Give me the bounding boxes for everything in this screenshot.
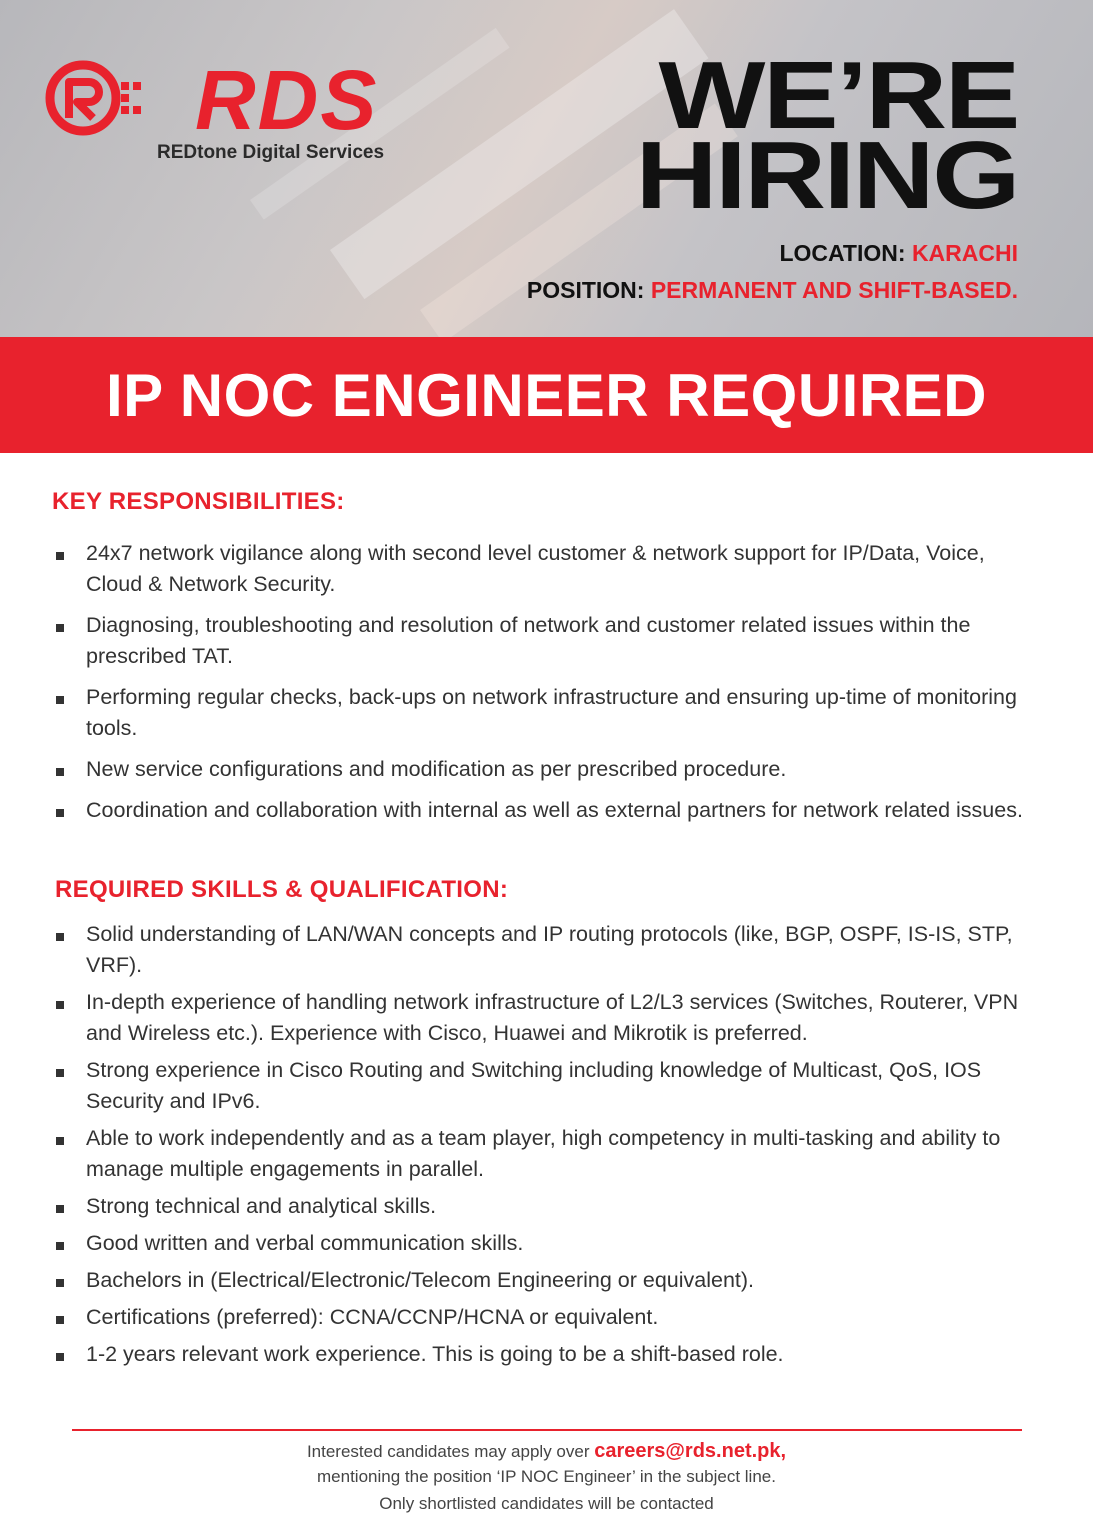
skills-list bbox=[52, 919, 1042, 1370]
position-line bbox=[527, 277, 1018, 304]
list-item: Strong technical and analytical skills. bbox=[52, 1191, 1042, 1222]
bullet-icon bbox=[56, 1353, 64, 1361]
job-title: IP NOC ENGINEER REQUIRED bbox=[105, 362, 988, 429]
brand-name: RDS bbox=[195, 53, 379, 147]
bullet-icon bbox=[56, 1242, 64, 1250]
bullet-icon bbox=[56, 624, 64, 632]
position-value: PERMANENT AND SHIFT-BASED. bbox=[650, 277, 1018, 303]
list-item: Able to work independently and as a team player, high competency in multi-tasking and ability to manage multiple engagements in parallel. bbox=[52, 1123, 1042, 1185]
bullet-icon bbox=[56, 1001, 64, 1009]
list-item: Coordination and collaboration with internal as well as external partners for network related issues. bbox=[52, 795, 1042, 826]
footer-line-3: Only shortlisted candidates will be contacted bbox=[379, 1494, 714, 1513]
list-item: New service configurations and modification as per prescribed procedure. bbox=[52, 754, 1042, 785]
bullet-icon bbox=[56, 552, 64, 560]
brand-tagline: REDtone Digital Services bbox=[157, 142, 385, 163]
bullet-icon bbox=[56, 768, 64, 776]
bullet-icon bbox=[56, 1316, 64, 1324]
hiring-headline bbox=[635, 42, 1018, 229]
rds-r-mark-icon bbox=[45, 60, 155, 140]
job-title-banner bbox=[0, 337, 1093, 453]
list-item: Strong experience in Cisco Routing and Switching including knowledge of Multicast, QoS, IOS Security and IPv6. bbox=[52, 1055, 1042, 1117]
bullet-icon bbox=[56, 1279, 64, 1287]
list-item: 24x7 network vigilance along with second level customer & network support for IP/Data, Voice, Cloud & Network Security. bbox=[52, 538, 1042, 600]
list-item: In-depth experience of handling network infrastructure of L2/L3 services (Switches, Routerer, VPN and Wireless etc.). Experience with Cisco, Huawei and Mikrotik is preferred. bbox=[52, 987, 1042, 1049]
location-value: KARACHI bbox=[911, 240, 1018, 266]
list-item: Solid understanding of LAN/WAN concepts and IP routing protocols (like, BGP, OSPF, IS-IS, STP, VRF). bbox=[52, 919, 1042, 981]
bullet-icon bbox=[56, 1069, 64, 1077]
responsibilities-list bbox=[52, 538, 1042, 826]
location-line bbox=[779, 240, 1018, 267]
bullet-icon bbox=[56, 1137, 64, 1145]
header bbox=[0, 0, 1093, 337]
list-item: Performing regular checks, back-ups on network infrastructure and ensuring up-time of monitoring tools. bbox=[52, 682, 1042, 744]
footer-line-2: mentioning the position ‘IP NOC Engineer’ in the subject line. bbox=[317, 1467, 776, 1486]
list-item: Good written and verbal communication skills. bbox=[52, 1228, 1042, 1259]
list-item: 1-2 years relevant work experience. This is going to be a shift-based role. bbox=[52, 1339, 1042, 1370]
bullet-icon bbox=[56, 933, 64, 941]
skills-heading: REQUIRED SKILLS & QUALIFICATION: bbox=[55, 876, 509, 903]
list-item: Bachelors in (Electrical/Electronic/Telecom Engineering or equivalent). bbox=[52, 1265, 1042, 1296]
position-label: POSITION: bbox=[526, 277, 645, 303]
headline-line-2: HIRING bbox=[635, 122, 1018, 229]
list-item: Diagnosing, troubleshooting and resolution of network and customer related issues within the prescribed TAT. bbox=[52, 610, 1042, 672]
footer-line-1 bbox=[0, 1440, 1093, 1463]
location-label: LOCATION: bbox=[779, 240, 906, 266]
bullet-icon bbox=[56, 809, 64, 817]
headline-line-1: WE’RE bbox=[658, 42, 1018, 149]
bullet-icon bbox=[56, 696, 64, 704]
list-item: Certifications (preferred): CCNA/CCNP/HCNA or equivalent. bbox=[52, 1302, 1042, 1333]
footer-divider bbox=[72, 1429, 1022, 1431]
brand-logo bbox=[45, 53, 415, 170]
bullet-icon bbox=[56, 1205, 64, 1213]
careers-email-link[interactable]: careers@rds.net.pk, bbox=[594, 1440, 787, 1462]
footer-apply-text: Interested candidates may apply over bbox=[306, 1442, 590, 1461]
responsibilities-heading: KEY RESPONSIBILITIES: bbox=[52, 488, 345, 515]
